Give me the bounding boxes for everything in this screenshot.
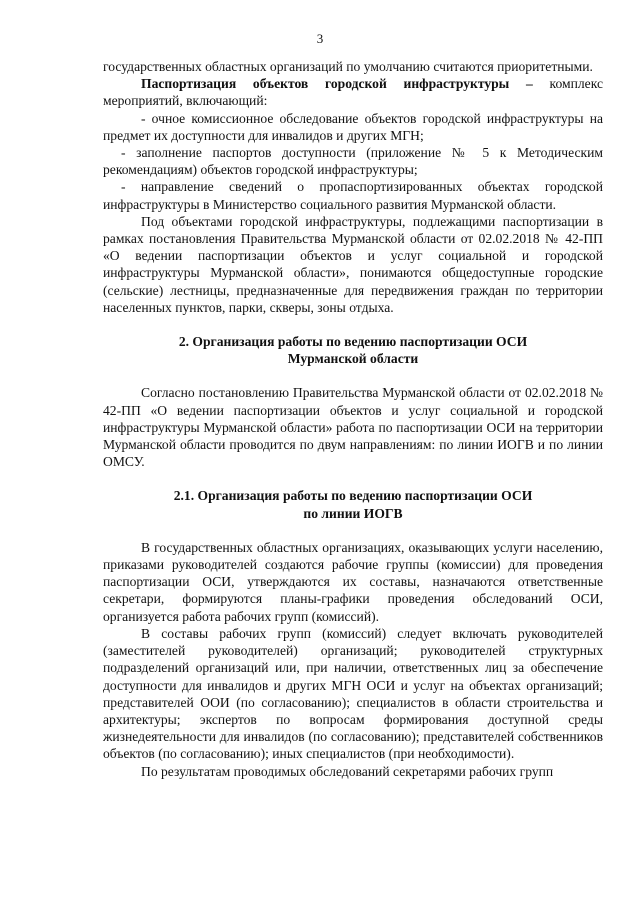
section-heading [103,333,603,367]
section-heading-line: 2. Организация работы по ведению паспортизации ОСИ [178,334,528,350]
paragraph: В составы рабочих групп (комиссий) следует включать руководителей (заместителей руководителей) организаций; руководителей структурных подразделений организаций или, при наличии, ответственных лиц за обеспечение доступности для инвалидов и других МГН ОСИ и услуг на объектах организаций; представителей ООИ (по согласованию); специалистов в области строительства и архитектуры; экспертов по вопросам формирования доступной среды жизнедеятельности для инвалидов (по согласованию); представителей собственников объектов (по согласованию); иных специалистов (при необходимости). [103,625,603,762]
section-heading-line: Мурманской области [287,351,419,367]
bold-term: Паспортизация объектов городской инфраструктуры – [141,76,533,92]
paragraph: В государственных областных организациях, оказывающих услуги населению, приказами руководителей создаются рабочие группы (комиссии) для проведения паспортизации ОСИ, утверждаются их составы, назначаются ответственные секретари, формируются планы-графики проведения обследований ОСИ, организуется работа рабочих групп (комиссий). [103,539,603,624]
paragraph: Под объектами городской инфраструктуры, подлежащими паспортизации в рамках постановления Правительства Мурманской области от 02.02.2018 № 42-ПП «О ведении паспортизации объектов и услуг социальной и городской инфраструктуры Мурманской области», понимаются общедоступные городские (сельские) лестницы, предназначенные для передвижения граждан по территории населенных пунктов, парки, скверы, зоны отдыха. [103,213,603,315]
list-item: - очное комиссионное обследование объектов городской инфраструктуры на предмет их доступности для инвалидов и других МГН; [103,110,603,143]
subsection-heading-line: по линии ИОГВ [303,505,403,521]
paragraph: государственных областных организаций по умолчанию считаются приоритетными. [103,59,593,74]
page-number: 3 [316,31,324,46]
list-item: - направление сведений о пропаспортизированных объектах городской инфраструктуры в Министерство социального развития Мурманской области. [103,179,603,212]
list-item: - заполнение паспортов доступности (приложение № 5 к Методическим рекомендациям) объектов городской инфраструктуры; [103,145,603,178]
paragraph [103,75,603,109]
paragraph: По результатам проводимых обследований секретарями рабочих групп [141,763,554,779]
paragraph: Согласно постановлению Правительства Мурманской области от 02.02.2018 № 42-ПП «О ведении паспортизации объектов и услуг социальной и городской инфраструктуры Мурманской области» работа по паспортизации ОСИ на территории Мурманской области проводится по двум направлениям: по линии ИОГВ и по линии ОМСУ. [103,385,603,470]
subsection-heading-line: 2.1. Организация работы по ведению паспортизации ОСИ [173,488,533,504]
paragraph-text: комплекс мероприятий, включающий: [103,76,603,109]
document-body [103,58,603,780]
subsection-heading [103,487,603,521]
